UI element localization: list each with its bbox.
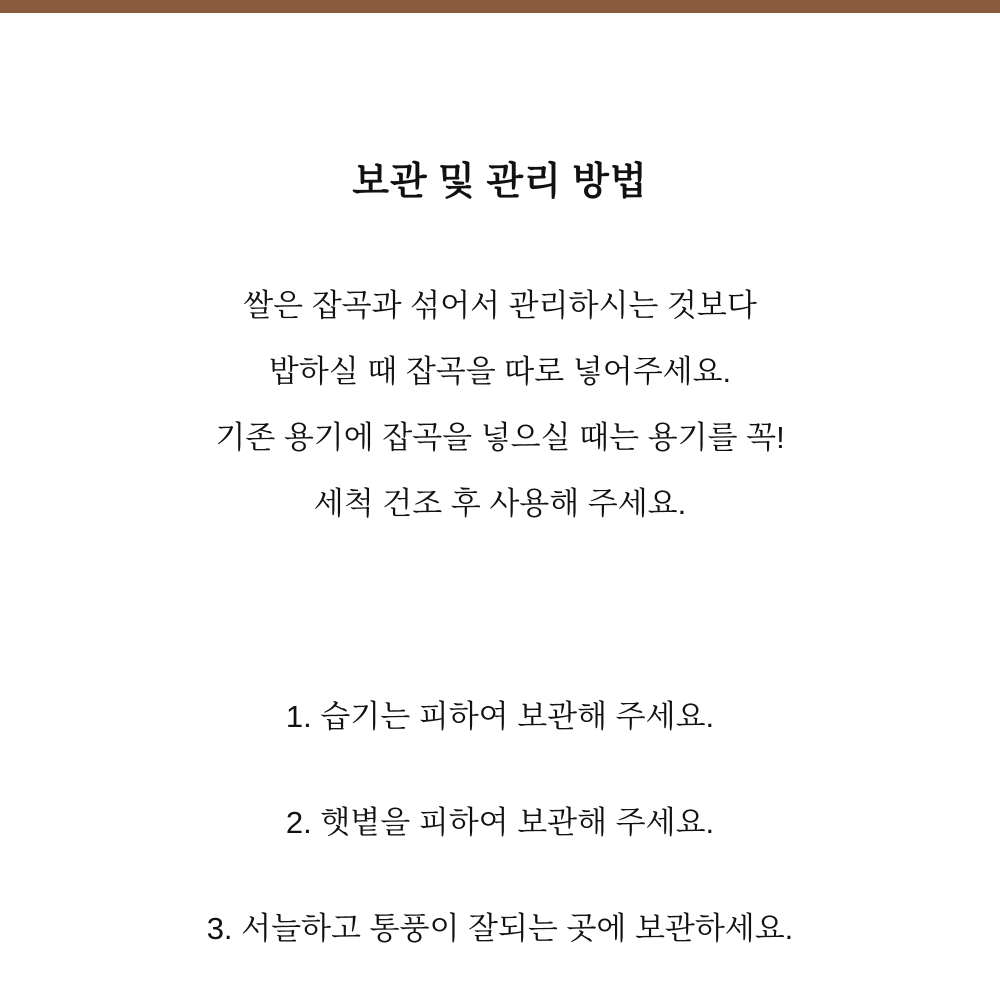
body-line: 세척 건조 후 사용해 주세요. [313,486,687,521]
instruction-item: 2. 햇볕을 피하여 보관해 주세요. [285,805,715,840]
body-line: 밥하실 때 잡곡을 따로 넣어주세요. [268,354,732,389]
page-title: 보관 및 관리 방법 [352,161,648,203]
body-line: 기존 용기에 잡곡을 넣으실 때는 용기를 꼭! [215,420,785,455]
body-text [0,273,1000,537]
top-accent-bar [0,0,1000,13]
instruction-list [0,697,1000,949]
instruction-item: 3. 서늘하고 통풍이 잘되는 곳에 보관하세요. [206,911,794,946]
instruction-item: 1. 습기는 피하여 보관해 주세요. [285,699,715,734]
body-line: 쌀은 잡곡과 섞어서 관리하시는 것보다 [243,288,757,323]
